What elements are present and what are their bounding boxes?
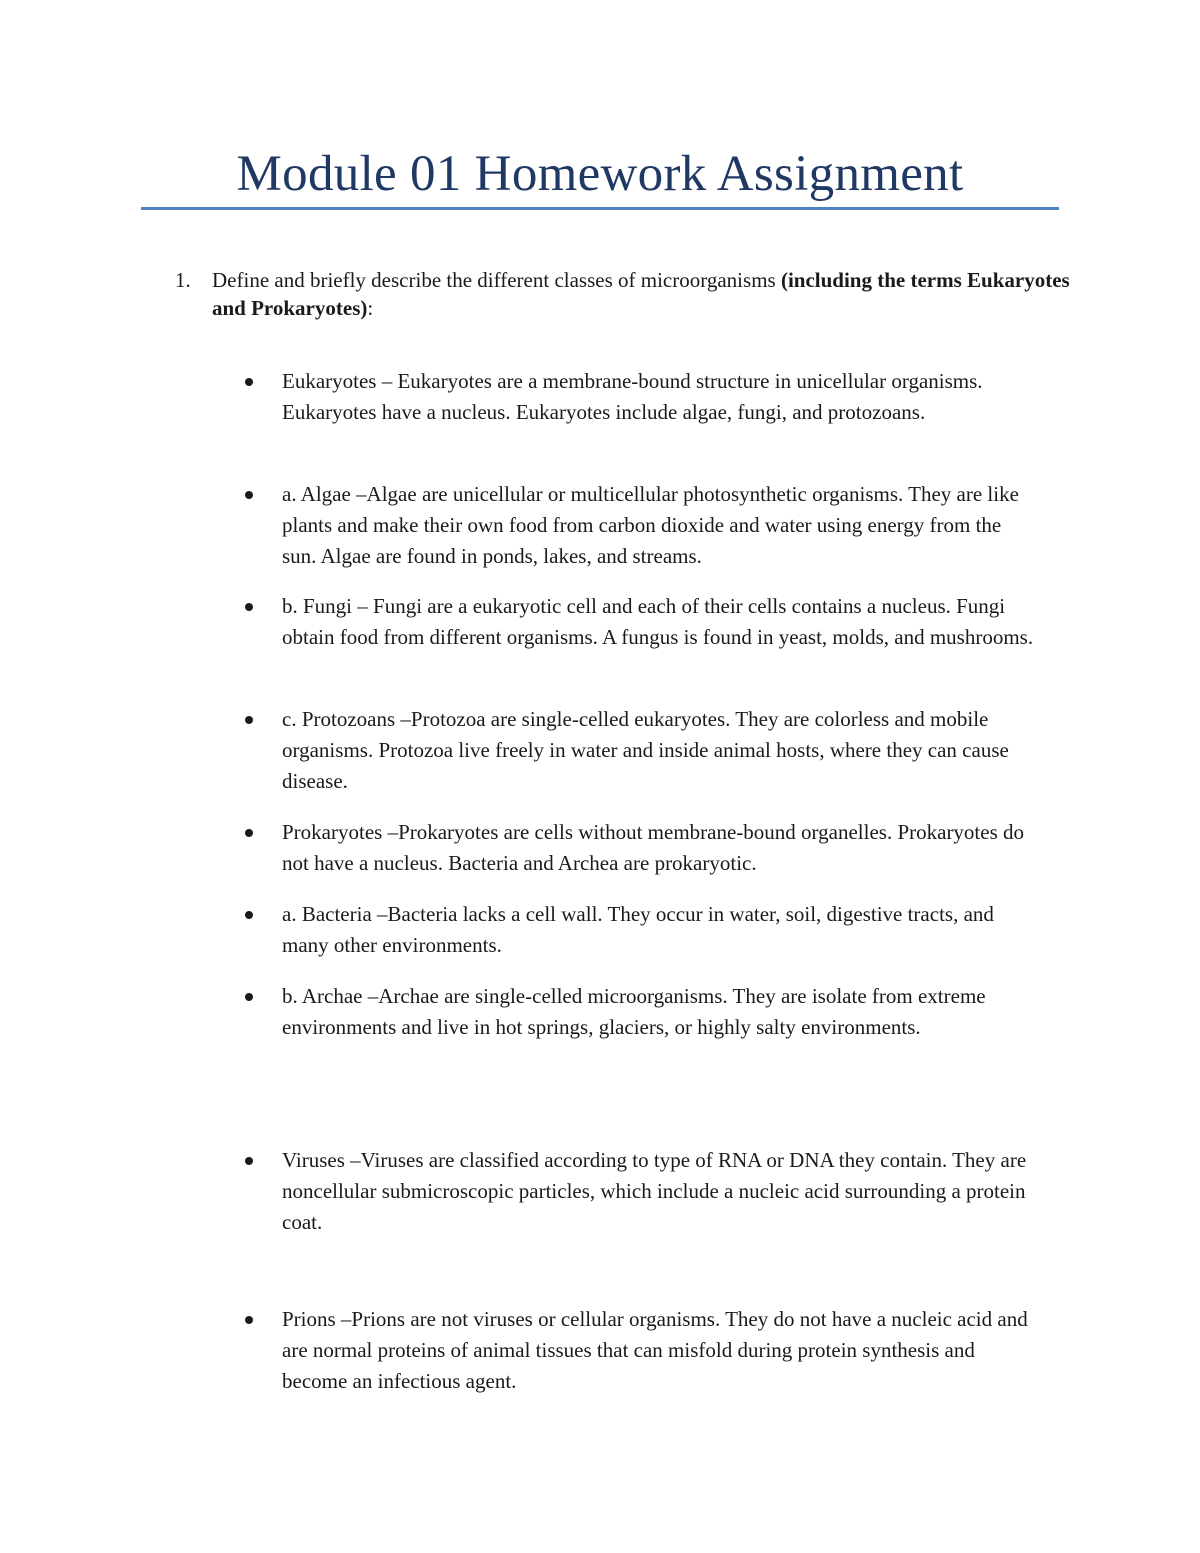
list-item-prions — [238, 1304, 1038, 1397]
list-item-bacteria — [238, 899, 1038, 961]
list-item-text: b. Fungi – Fungi are a eukaryotic cell and each of their cells contains a nucleus. Fungi obtain food from different organisms. A fungus is found in yeast, molds, and mushrooms. — [282, 594, 1034, 649]
list-item-text: c. Protozoans –Protozoa are single-celled eukaryotes. They are colorless and mobile organisms. Protozoa live freely in water and inside animal hosts, where they can cause disease. — [282, 707, 1009, 793]
bullet-icon — [245, 1316, 253, 1324]
bullet-icon — [245, 829, 253, 837]
question-text-end: : — [367, 296, 374, 320]
list-item-text: a. Bacteria –Bacteria lacks a cell wall. They occur in water, soil, digestive tracts, and many other environments. — [282, 902, 994, 957]
bullet-icon — [245, 993, 253, 1001]
list-item-eukaryotes — [238, 366, 1038, 428]
list-item-text: b. Archae –Archae are single-celled microorganisms. They are isolate from extreme environments and live in hot springs, glaciers, or highly salty environments. — [282, 984, 986, 1039]
list-item-prokaryotes — [238, 817, 1038, 879]
list-item-fungi — [238, 591, 1038, 653]
question-1 — [175, 266, 1075, 322]
list-item-text: a. Algae –Algae are unicellular or multicellular photosynthetic organisms. They are like plants and make their own food from carbon dioxide and water using energy from the sun. Algae are found in ponds, lakes, and streams. — [282, 482, 1019, 568]
list-item-archae — [238, 981, 1038, 1043]
bullet-icon — [245, 1157, 253, 1165]
bullet-icon — [245, 491, 253, 499]
list-item-algae — [238, 479, 1038, 572]
bullet-icon — [245, 378, 253, 386]
question-text-plain: Define and briefly describe the different classes of microorganisms — [212, 268, 781, 292]
question-text — [212, 266, 1072, 322]
list-item-protozoans — [238, 704, 1038, 797]
question-number: 1. — [175, 268, 191, 292]
list-item-text: Prions –Prions are not viruses or cellular organisms. They do not have a nucleic acid and are normal proteins of animal tissues that can misfold during protein synthesis and become an infectious agent. — [282, 1307, 1028, 1393]
list-item-text: Eukaryotes – Eukaryotes are a membrane-bound structure in unicellular organisms. Eukaryotes have a nucleus. Eukaryotes include algae, fungi, and protozoans. — [282, 369, 983, 424]
bullet-icon — [245, 603, 253, 611]
title-divider — [141, 207, 1059, 210]
list-item-text: Prokaryotes –Prokaryotes are cells without membrane-bound organelles. Prokaryotes do not have a nucleus. Bacteria and Archea are prokaryotic. — [282, 820, 1025, 875]
bullet-icon — [245, 911, 253, 919]
list-item-viruses — [238, 1145, 1038, 1238]
list-item-text: Viruses –Viruses are classified according to type of RNA or DNA they contain. They are noncellular submicroscopic particles, which include a nucleic acid surrounding a protein coat. — [282, 1148, 1027, 1234]
question-text-bold: (including the terms Eukaryotes and Prokaryotes) — [212, 268, 1070, 320]
page-title: Module 01 Homework Assignment — [236, 146, 964, 202]
bullet-icon — [245, 716, 253, 724]
